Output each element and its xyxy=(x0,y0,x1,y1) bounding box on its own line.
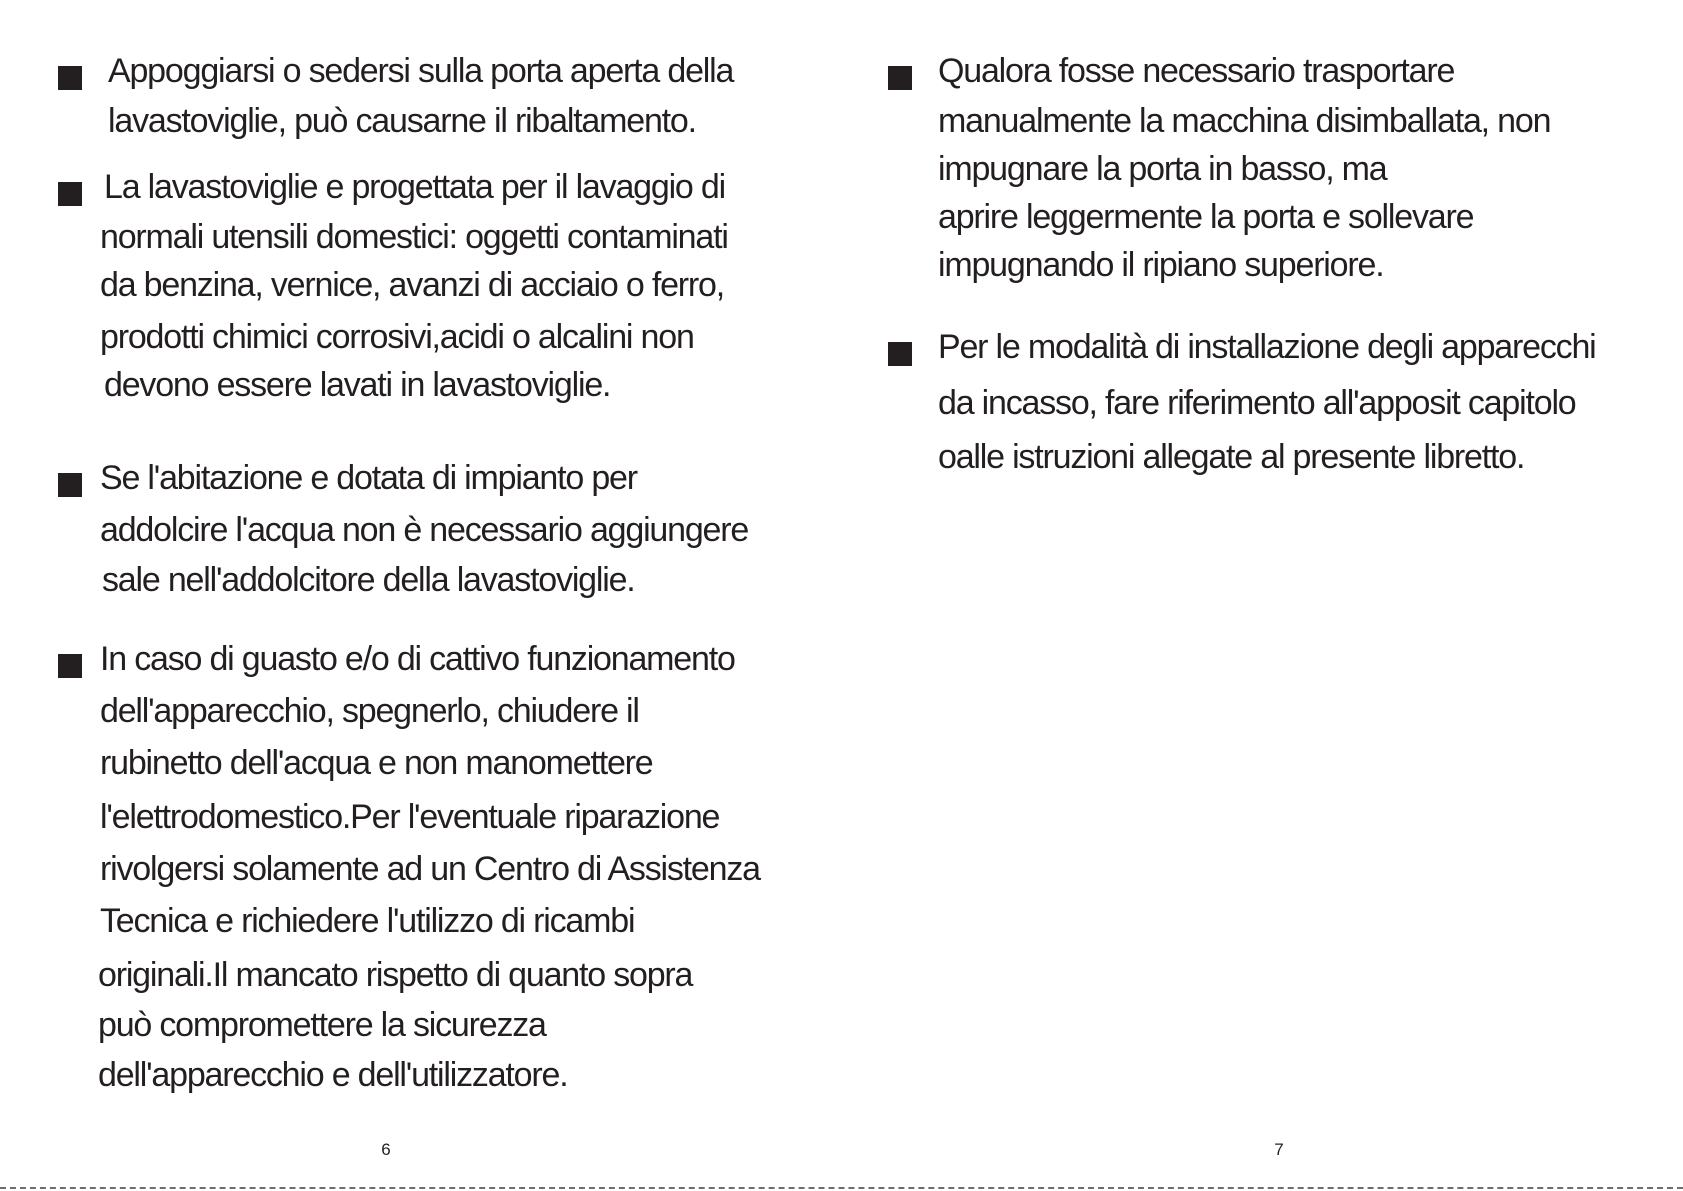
page-number: 6 xyxy=(381,1140,391,1159)
text-line: devono essere lavati in lavastoviglie. xyxy=(104,366,611,404)
square-bullet-icon xyxy=(58,473,82,497)
text-line: lavastoviglie, può causarne il ribaltamento. xyxy=(108,102,696,140)
text-line: l'elettrodomestico.Per l'eventuale riparazione xyxy=(100,798,720,836)
text-line: Tecnica e richiedere l'utilizzo di ricambi xyxy=(100,902,635,940)
text-line: rubinetto dell'acqua e non manomettere xyxy=(100,744,653,782)
square-bullet-icon xyxy=(888,342,912,366)
text-line: impugnare la porta in basso, ma xyxy=(938,150,1387,188)
text-line: da benzina, vernice, avanzi di acciaio o ferro, xyxy=(100,266,724,304)
text-line: prodotti chimici corrosivi,acidi o alcalini non xyxy=(100,318,694,356)
text-line: impugnando il ripiano superiore. xyxy=(938,246,1384,284)
text-line: Se l'abitazione e dotata di impianto per xyxy=(100,459,637,497)
text-line: rivolgersi solamente ad un Centro di Assistenza xyxy=(100,850,760,888)
right-page xyxy=(842,0,1683,1191)
text-line: da incasso, fare riferimento all'apposit capitolo xyxy=(938,384,1576,422)
text-line: manualmente la macchina disimballata, non xyxy=(938,102,1551,140)
cut-line-divider xyxy=(0,1187,1683,1189)
text-line: Qualora fosse necessario trasportare xyxy=(938,52,1455,90)
text-line: Appoggiarsi o sedersi sulla porta aperta della xyxy=(108,52,734,90)
text-line: dell'apparecchio e dell'utilizzatore. xyxy=(98,1056,568,1094)
square-bullet-icon xyxy=(58,182,82,206)
text-line: dell'apparecchio, spegnerlo, chiudere il xyxy=(100,692,639,730)
text-line: originali.Il mancato rispetto di quanto sopra xyxy=(98,956,693,994)
text-line: Per le modalità di installazione degli apparecchi xyxy=(938,328,1596,366)
text-line: La lavastoviglie e progettata per il lavaggio di xyxy=(104,168,725,206)
text-line: oalle istruzioni allegate al presente libretto. xyxy=(938,438,1525,476)
text-line: addolcire l'acqua non è necessario aggiungere xyxy=(100,511,749,549)
text-line: sale nell'addolcitore della lavastoviglie. xyxy=(102,561,635,599)
square-bullet-icon xyxy=(58,66,82,90)
text-line: può compromettere la sicurezza xyxy=(98,1006,546,1044)
text-line: normali utensili domestici: oggetti contaminati xyxy=(100,218,728,256)
text-line: aprire leggermente la porta e sollevare xyxy=(938,198,1474,236)
square-bullet-icon xyxy=(888,66,912,90)
square-bullet-icon xyxy=(58,654,82,678)
page-number: 7 xyxy=(1274,1140,1284,1159)
text-line: In caso di guasto e/o di cattivo funzionamento xyxy=(100,640,735,678)
